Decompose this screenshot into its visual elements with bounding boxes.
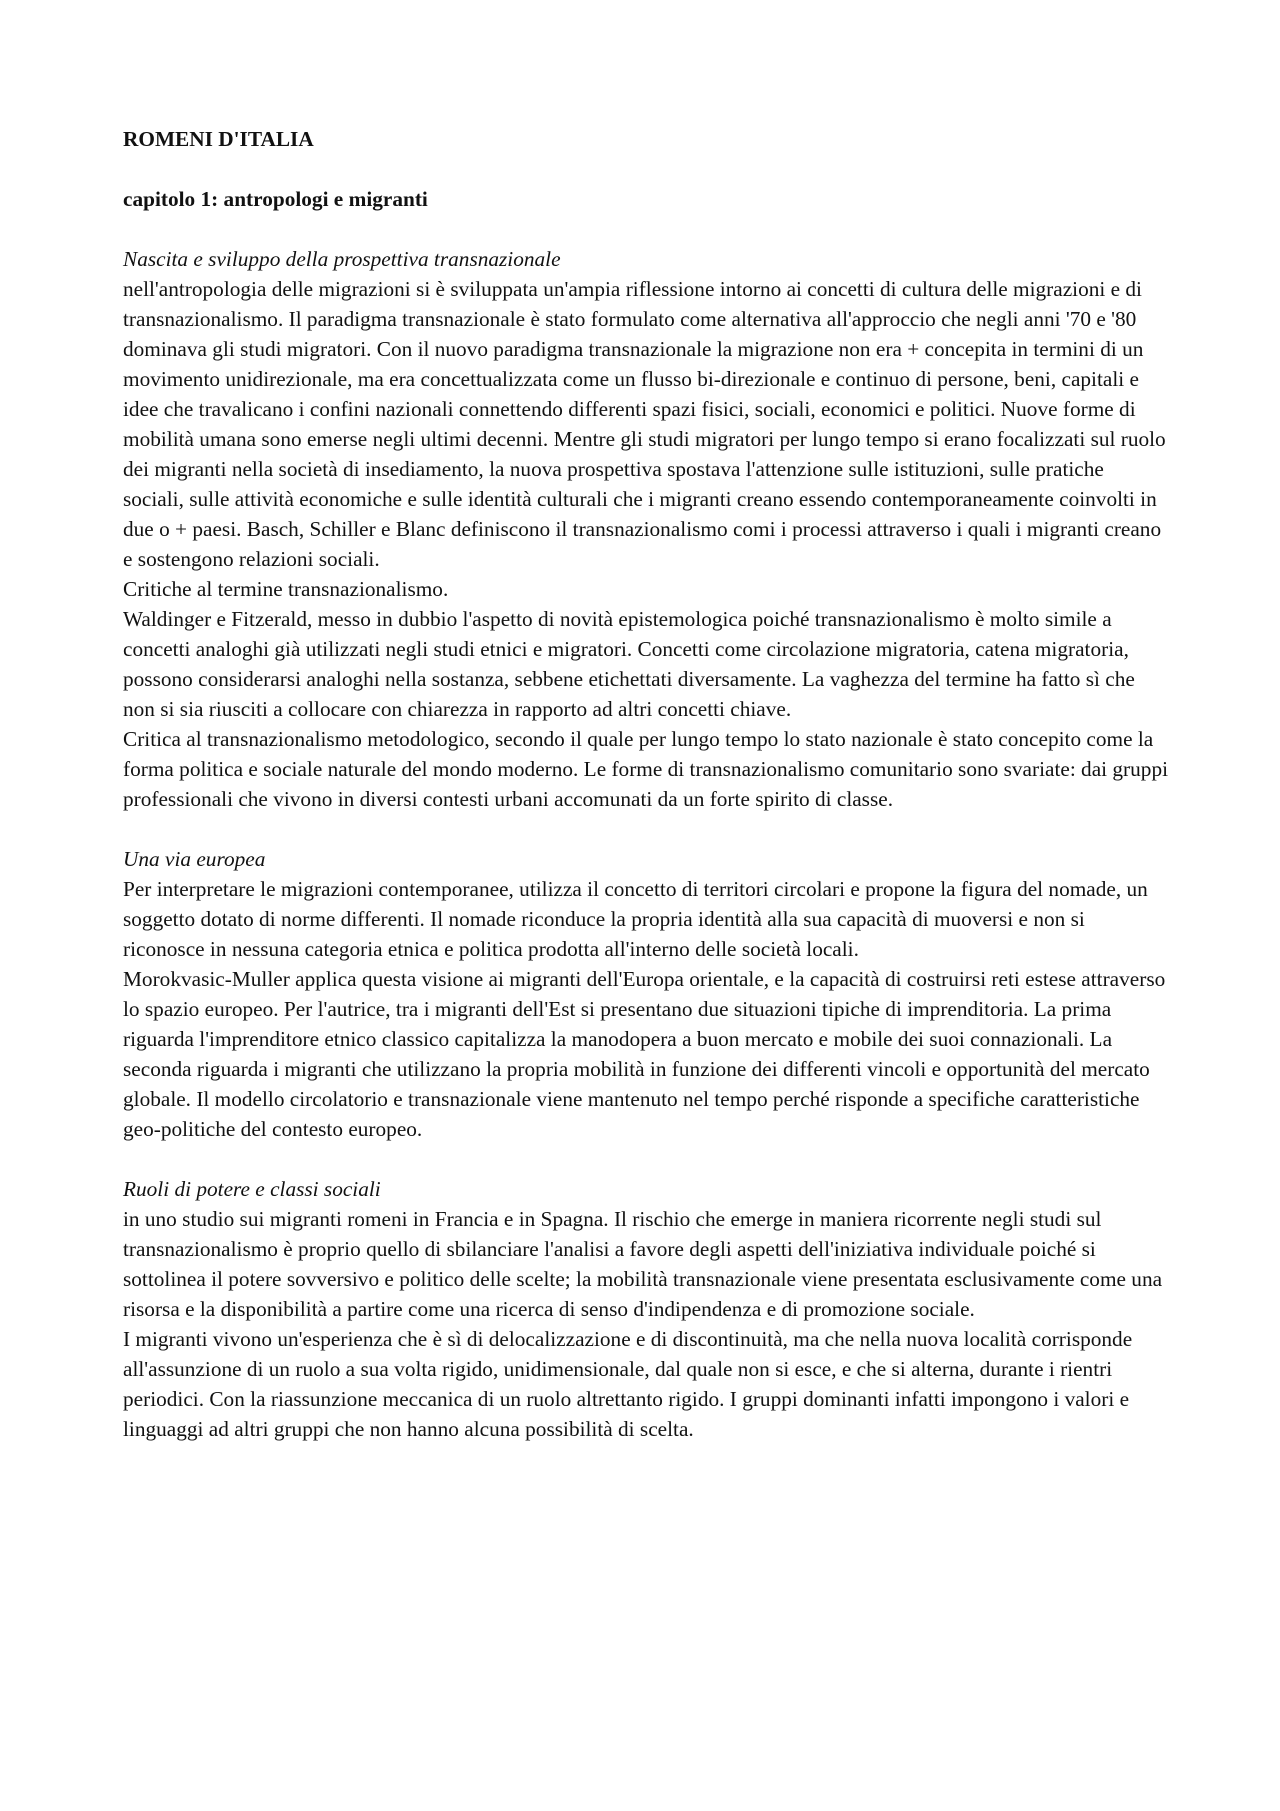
paragraph: Per interpretare le migrazioni contemporanee, utilizza il concetto di territori circolari e propone la figura del nomade, un soggetto dotato di norme differenti. Il nomade riconduce la propria identità alla sua capacità di muoversi e non si riconosce in nessuna categoria etnica e politica prodotta all'interno delle società locali. xyxy=(123,877,1148,961)
paragraph: I migranti vivono un'esperienza che è sì di delocalizzazione e di discontinuità, ma che nella nuova località corrisponde all'assunzione di un ruolo a sua volta rigido, unidimensionale, dal quale non si esce, e che si alterna, durante i rientri periodici. Con la riassunzione meccanica di un ruolo altrettanto rigido. I gruppi dominanti infatti impongono i valori e linguaggi ad altri gruppi che non hanno alcuna possibilità di scelta. xyxy=(123,1327,1133,1441)
section-heading: Una via europea xyxy=(123,847,266,871)
section-transnational-perspective xyxy=(123,244,1168,814)
paragraph: Morokvasic-Muller applica questa visione ai migranti dell'Europa orientale, e la capacità di costruirsi reti estese attraverso lo spazio europeo. Per l'autrice, tra i migranti dell'Est si presentano due situazioni tipiche di imprenditoria. La prima riguarda l'imprenditore etnico classico capitalizza la manodopera a buon mercato e mobile dei suoi connazionali. La seconda riguarda i migranti che utilizzano la propria mobilità in funzione dei differenti vincoli e opportunità del mercato globale. Il modello circolatorio e transnazionale viene mantenuto nel tempo perché risponde a specifiche caratteristiche geo-politiche del contesto europeo. xyxy=(123,967,1166,1141)
document-title: ROMENI D'ITALIA xyxy=(123,127,314,151)
section-heading: Nascita e sviluppo della prospettiva transnazionale xyxy=(123,247,561,271)
document-page xyxy=(123,124,1168,1474)
section-power-roles xyxy=(123,1174,1168,1444)
paragraph: Critica al transnazionalismo metodologico, secondo il quale per lungo tempo lo stato nazionale è stato concepito come la forma politica e sociale naturale del mondo moderno. Le forme di transnazionalismo comunitario sono svariate: dai gruppi professionali che vivono in diversi contesti urbani accomunati da un forte spirito di classe. xyxy=(123,727,1169,811)
section-european-way xyxy=(123,844,1168,1144)
paragraph: nell'antropologia delle migrazioni si è sviluppata un'ampia riflessione intorno ai concetti di cultura delle migrazioni e di transnazionalismo. Il paradigma transnazionale è stato formulato come alternativa all'approccio che negli anni '70 e '80 dominava gli studi migratori. Con il nuovo paradigma transnazionale la migrazione non era + concepita in termini di un movimento unidirezionale, ma era concettualizzata come un flusso bi-direzionale e continuo di persone, beni, capitali e idee che travalicano i confini nazionali connettendo differenti spazi fisici, sociali, economici e politici. Nuove forme di mobilità umana sono emerse negli ultimi decenni. Mentre gli studi migratori per lungo tempo si erano focalizzati sul ruolo dei migranti nella società di insediamento, la nuova prospettiva spostava l'attenzione sulle istituzioni, sulle pratiche sociali, sulle attività economiche e sulle identità culturali che i migranti creano essendo contemporaneamente coinvolti in due o + paesi. Basch, Schiller e Blanc definiscono il transnazionalismo comi i processi attraverso i quali i migranti creano e sostengono relazioni sociali. xyxy=(123,277,1166,571)
paragraph: Critiche al termine transnazionalismo. xyxy=(123,577,449,601)
paragraph: in uno studio sui migranti romeni in Francia e in Spagna. Il rischio che emerge in maniera ricorrente negli studi sul transnazionalismo è proprio quello di sbilanciare l'analisi a favore degli aspetti dell'iniziativa individuale poiché si sottolinea il potere sovversivo e politico delle scelte; la mobilità transnazionale viene presentata esclusivamente come una risorsa e la disponibilità a partire come una ricerca di senso d'indipendenza e di promozione sociale. xyxy=(123,1207,1163,1321)
paragraph: Waldinger e Fitzerald, messo in dubbio l'aspetto di novità epistemologica poiché transnazionalismo è molto simile a concetti analoghi già utilizzati negli studi etnici e migratori. Concetti come circolazione migratoria, catena migratoria, possono considerarsi analoghi nella sostanza, sebbene etichettati diversamente. La vaghezza del termine ha fatto sì che non si sia riusciti a collocare con chiarezza in rapporto ad altri concetti chiave. xyxy=(123,607,1135,721)
chapter-heading: capitolo 1: antropologi e migranti xyxy=(123,187,428,211)
section-heading: Ruoli di potere e classi sociali xyxy=(123,1177,381,1201)
